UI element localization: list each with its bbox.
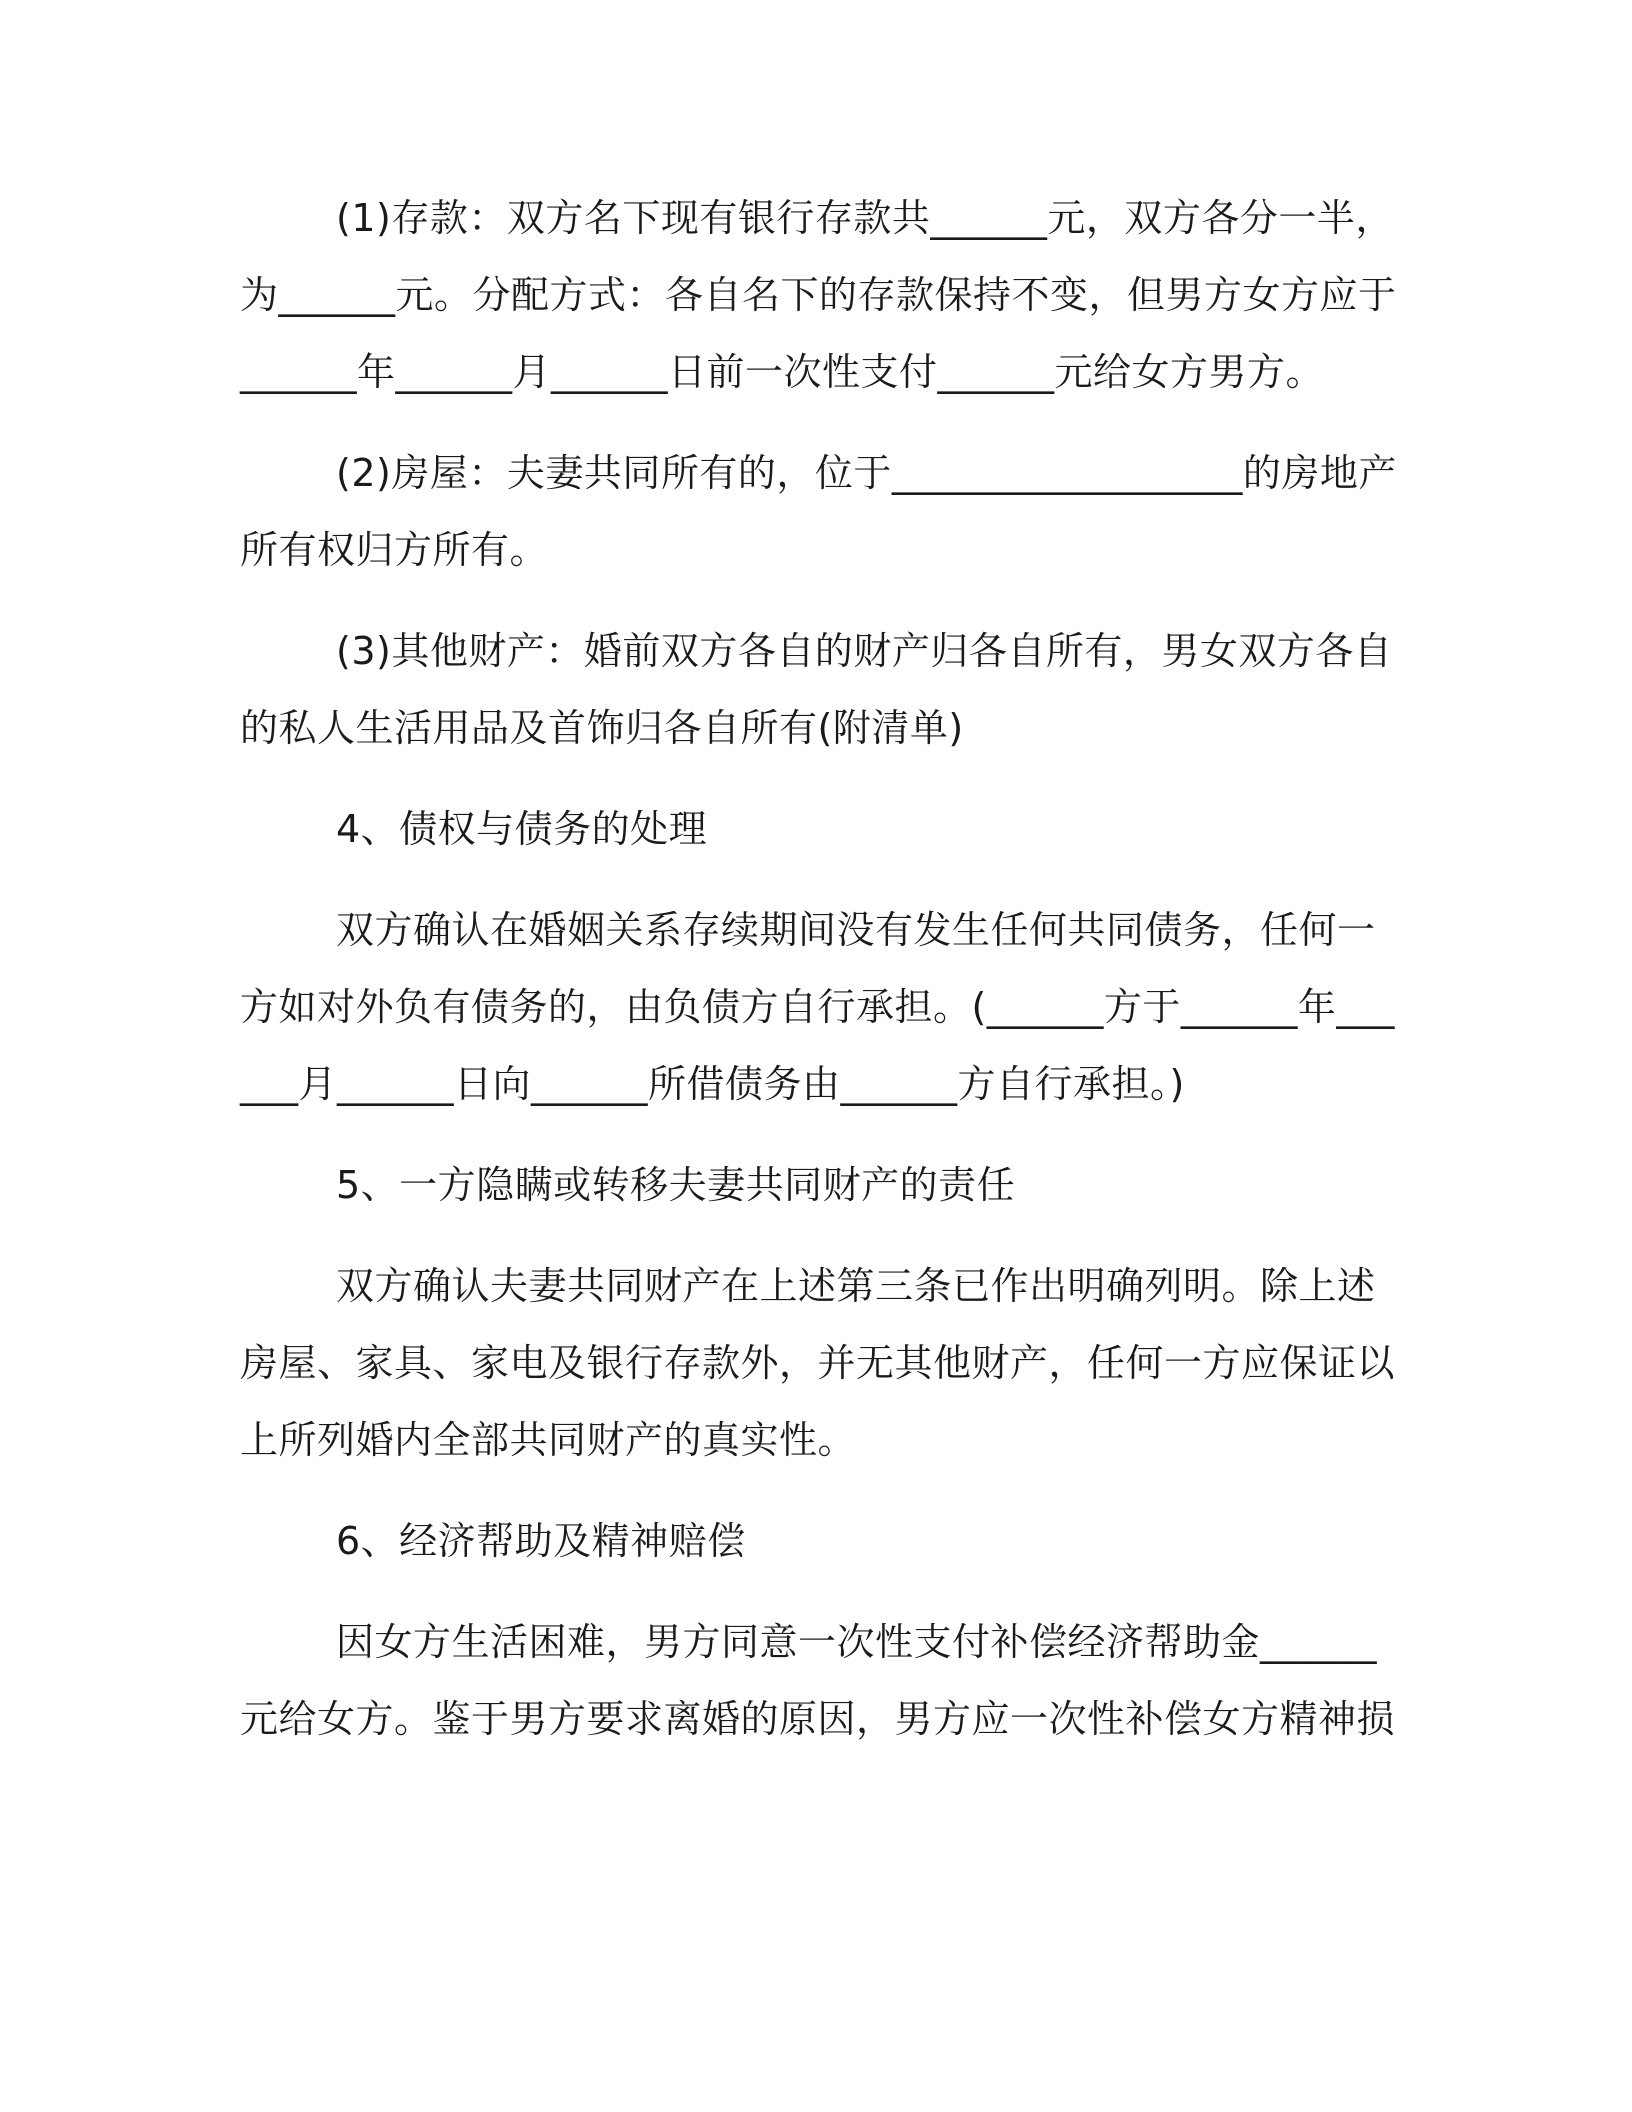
section-heading-concealment: 5、一方隐瞒或转移夫妻共同财产的责任 <box>336 1163 1016 1207</box>
document-body <box>240 180 1400 1782</box>
paragraph-debts: 双方确认在婚姻关系存续期间没有发生任何共同债务，任何一方如对外负有债务的，由负债方自行承担。(______方于______年______月______日向______所借债务由______方自行承担。) <box>240 908 1395 1106</box>
paragraph-house: (2)房屋：夫妻共同所有的，位于__________________的房地产所有权归方所有。 <box>240 451 1397 572</box>
paragraph-other-property: (3)其他财产：婚前双方各自的财产归各自所有，男女双方各自的私人生活用品及首饰归各自所有(附清单) <box>240 629 1393 750</box>
section-heading-compensation: 6、经济帮助及精神赔偿 <box>336 1519 746 1563</box>
paragraph-deposits: (1)存款：双方名下现有银行存款共______元，双方各分一半，为______元。分配方式：各自名下的存款保持不变，但男方女方应于______年______月______日前一次性支付______元给女方男方。 <box>240 196 1397 394</box>
paragraph-concealment: 双方确认夫妻共同财产在上述第三条已作出明确列明。除上述房屋、家具、家电及银行存款外，并无其他财产，任何一方应保证以上所列婚内全部共同财产的真实性。 <box>240 1264 1396 1462</box>
section-heading-debts: 4、债权与债务的处理 <box>336 807 708 851</box>
paragraph-compensation: 因女方生活困难，男方同意一次性支付补偿经济帮助金______元给女方。鉴于男方要求离婚的原因，男方应一次性补偿女方精神损 <box>240 1620 1396 1741</box>
